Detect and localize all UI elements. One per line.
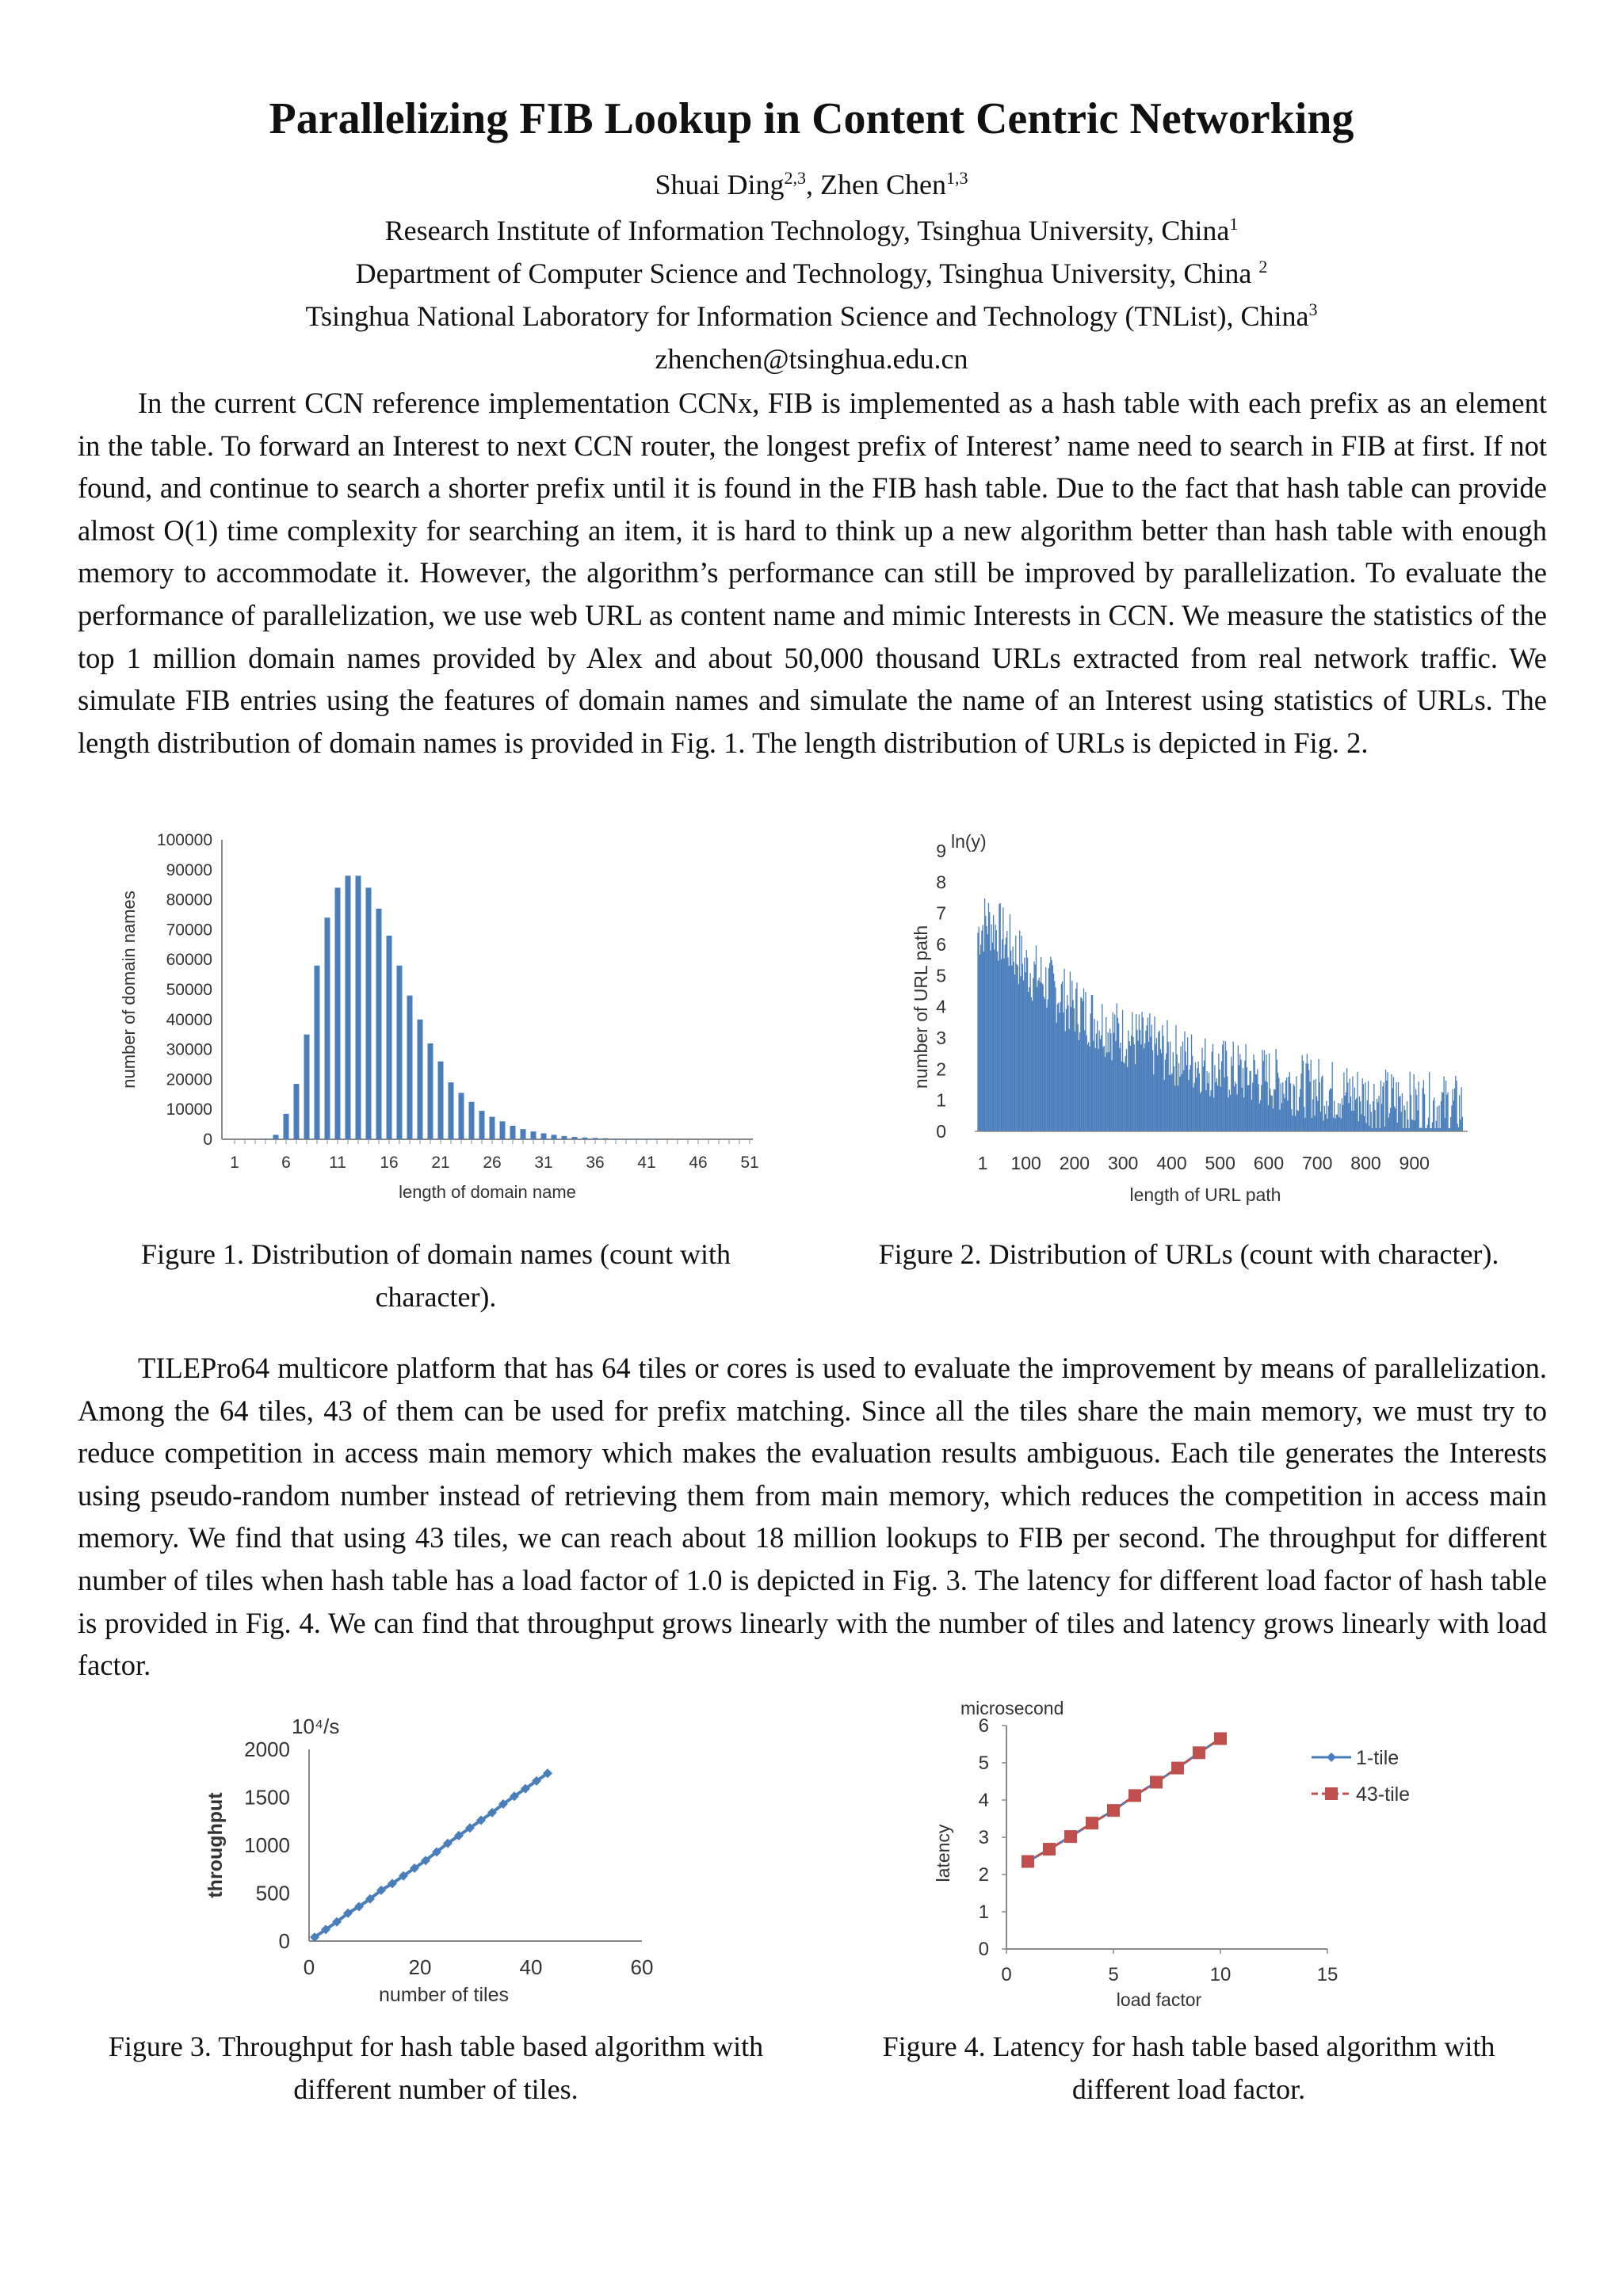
x-tick-label: 51 [740, 1154, 759, 1172]
data-point-43-tile [1043, 1843, 1056, 1855]
x-tick-label: 500 [1205, 1153, 1235, 1173]
bar [315, 966, 320, 1139]
data-point-43-tile [1193, 1746, 1205, 1759]
y-axis-title: latency [933, 1824, 953, 1882]
y-tick-label: 8 [936, 871, 946, 893]
legend-marker-1-tile [1327, 1753, 1336, 1762]
bar [562, 1136, 567, 1139]
data-point-43-tile [1171, 1762, 1184, 1775]
figure-4-line-chart [927, 1688, 1466, 2020]
affiliation-mark: 2 [1258, 257, 1268, 277]
y-tick-label: 0 [978, 1939, 989, 1960]
x-tick-label: 60 [630, 1955, 654, 1979]
bar [356, 875, 361, 1139]
bar [418, 1020, 423, 1139]
y-tick-label: 2 [978, 1864, 989, 1886]
bar [273, 1135, 279, 1139]
affiliation-text: Tsinghua National Laboratory for Information Science and Technology (TNList), China [305, 300, 1309, 332]
author-line: Shuai Ding$^{2,3}$, Zhen Chen$^{1,3}$ [655, 168, 968, 200]
y-tick-label: 10000 [166, 1100, 212, 1119]
figure-2-bar-chart [903, 824, 1490, 1220]
y-unit-label: 10⁴/s [292, 1714, 340, 1738]
bar [613, 1138, 619, 1139]
x-tick-label: 700 [1302, 1153, 1333, 1173]
bar [284, 1114, 289, 1139]
x-tick-label: 300 [1107, 1153, 1139, 1173]
x-tick-label: 1 [977, 1153, 988, 1173]
affiliation-line [0, 214, 1623, 247]
bar [521, 1129, 526, 1139]
y-tick-label: 100000 [156, 831, 212, 849]
author-affiliation-mark: 2,3 [784, 168, 807, 188]
y-tick-label: 80000 [166, 891, 212, 910]
x-tick-label: 11 [329, 1154, 346, 1172]
bar [531, 1131, 537, 1139]
bar [428, 1043, 433, 1139]
y-tick-label: 3 [936, 1028, 946, 1048]
bar [459, 1093, 464, 1139]
bar [407, 996, 413, 1139]
y-tick-label: 4 [978, 1790, 989, 1811]
y-tick-label: 60000 [166, 951, 212, 970]
y-tick-label: 1 [978, 1901, 989, 1923]
x-axis-title: load factor [1116, 1989, 1202, 2010]
x-tick-label: 40 [519, 1955, 543, 1979]
x-tick-label: 100 [1010, 1153, 1041, 1173]
legend-marker-43-tile [1325, 1787, 1338, 1800]
bar [397, 966, 403, 1139]
y-tick-label: 5 [936, 965, 946, 986]
affiliation-mark: 1 [1229, 214, 1239, 234]
x-tick-label: 41 [637, 1154, 656, 1172]
bar [376, 909, 382, 1139]
author-name: Zhen Chen [820, 169, 946, 200]
y-tick-label: 1 [936, 1089, 946, 1111]
y-tick-label: 5 [978, 1753, 989, 1774]
bar [346, 875, 351, 1139]
bar [387, 936, 392, 1139]
bar [624, 1138, 629, 1139]
y-tick-label: 0 [203, 1131, 212, 1149]
x-tick-label: 1 [230, 1154, 239, 1172]
y-tick-label: 90000 [166, 860, 212, 879]
x-tick-label: 0 [1001, 1964, 1012, 1985]
x-tick-label: 20 [408, 1955, 432, 1979]
y-axis-title: throughput [204, 1792, 227, 1898]
x-tick-label: 36 [586, 1154, 605, 1172]
bar [490, 1117, 495, 1139]
bar [469, 1102, 475, 1139]
data-point-43-tile [1128, 1789, 1141, 1802]
affiliation-line [0, 257, 1623, 290]
x-tick-label: 800 [1350, 1153, 1381, 1173]
email-address[interactable]: zhenchen@tsinghua.edu.cn [655, 343, 968, 375]
y-tick-label: 2 [936, 1058, 946, 1080]
affiliation-mark: 3 [1308, 299, 1318, 319]
bar [335, 887, 341, 1139]
author-name: Shuai Ding [655, 169, 785, 200]
y-tick-label: 9 [936, 841, 946, 861]
bar [263, 1138, 269, 1139]
x-tick-label: 21 [431, 1154, 450, 1172]
series-line-1-tile [1028, 1738, 1220, 1861]
affiliation-line [0, 299, 1623, 333]
affiliation-text: Department of Computer Science and Technology, Tsinghua University, China [355, 257, 1252, 289]
y-tick-label: 1000 [244, 1833, 290, 1857]
figure-2-caption: Figure 2. Distribution of URLs (count with character). [878, 1238, 1499, 1270]
bar [510, 1126, 516, 1139]
x-tick-label: 15 [1316, 1964, 1338, 1985]
y-tick-label: 500 [255, 1881, 290, 1905]
figure-1-caption: Figure 1. Distribution of domain names (count with character). [141, 1238, 731, 1313]
data-point-43-tile [1086, 1817, 1098, 1829]
author-affiliation-mark: 1,3 [945, 168, 968, 188]
y-tick-label: 7 [936, 902, 946, 924]
y-tick-label: 4 [936, 996, 946, 1017]
bar [552, 1135, 557, 1139]
figure-3-caption: Figure 3. Throughput for hash table based algorithm with different number of tiles. [108, 2031, 764, 2105]
bar [438, 1062, 444, 1139]
paragraph-text: TILEPro64 multicore platform that has 64 tiles or cores is used to evaluate the improvement by means of parallelization. Among the 64 tiles, 43 of them can be used for prefix matching. Since all the tiles share the main memory, we must try to reduce competition in access main memory which makes the evaluation results ambiguous. Each tile generates the Interests using pseudo-random number instead of retrieving them from main memory, which reduces the competition in access main memory. We find that using 43 tiles, we can reach about 18 million lookups to FIB per second. The throughput for different number of tiles when hash table has a load factor of 1.0 is depicted in Fig. 3. The latency for different load factor of hash table is provided in Fig. 4. We can find that throughput grows linearly with the number of tiles and latency grows linearly with load factor. [78, 1352, 1547, 1682]
y-tick-label: 50000 [166, 981, 212, 999]
x-tick-label: 0 [303, 1955, 315, 1979]
y-tick-label: 70000 [166, 921, 212, 940]
y-tick-label: 6 [936, 934, 946, 955]
y-tick-label: 6 [978, 1715, 989, 1737]
y-tick-label: 40000 [166, 1010, 212, 1029]
y-axis-title: number of URL path [911, 925, 931, 1089]
bar [479, 1111, 485, 1139]
x-tick-label: 6 [281, 1154, 291, 1172]
x-tick-label: 400 [1156, 1153, 1187, 1173]
data-point-43-tile [1107, 1804, 1120, 1817]
y-unit-label: ln(y) [951, 831, 987, 852]
y-tick-label: 0 [936, 1121, 946, 1142]
affiliation-text: Research Institute of Information Technology, Tsinghua University, China [384, 215, 1230, 246]
bar [500, 1121, 506, 1139]
x-axis-title: number of tiles [379, 1984, 509, 2006]
body-paragraph-2 [78, 1347, 1547, 1687]
figure-1-bar-chart [119, 824, 792, 1220]
figure-4-caption: Figure 4. Latency for hash table based algorithm with different load factor. [882, 2031, 1495, 2105]
y-tick-label: 30000 [166, 1040, 212, 1059]
x-tick-label: 900 [1399, 1153, 1430, 1173]
x-tick-label: 10 [1209, 1964, 1232, 1985]
bar [572, 1137, 578, 1139]
y-tick-label: 3 [978, 1827, 989, 1848]
y-tick-label: 1500 [244, 1785, 290, 1810]
bar [541, 1133, 547, 1139]
x-tick-label: 200 [1059, 1153, 1090, 1173]
bar [294, 1084, 300, 1139]
bar [449, 1082, 454, 1139]
paragraph-text: In the current CCN reference implementation CCNx, FIB is implemented as a hash table with each prefix as an element in the table. To forward an Interest to next CCN router, the longest prefix of Interest’ name need to search in FIB at first. If not found, and continue to search a shorter prefix until it is found in the FIB hash table. Due to the fact that hash table can provide almost O(1) time complexity for searching an item, it is hard to think up a new algorithm better than hash table with enough memory to accommodate it. However, the algorithm’s performance can still be improved by parallelization. To evaluate the performance of parallelization, we use web URL as content name and mimic Interests in CCN. We measure the statistics of the top 1 million domain names provided by Alex and about 50,000 thousand URLs extracted from real network traffic. We simulate FIB entries using the features of domain names and simulate the name of an Interest using statistics of URLs. The length distribution of domain names is provided in Fig. 1. The length distribution of URLs is depicted in Fig. 2. [78, 387, 1547, 759]
bar [603, 1138, 609, 1139]
y-tick-label: 0 [278, 1929, 290, 1953]
x-axis-title: length of URL path [1129, 1184, 1281, 1205]
x-tick-label: 5 [1108, 1964, 1119, 1985]
legend-label-43-tile: 43-tile [1356, 1783, 1411, 1806]
y-unit-label: microsecond [960, 1698, 1064, 1718]
y-tick-label: 20000 [166, 1070, 212, 1089]
figure-3-line-chart [198, 1703, 689, 2020]
body-paragraph-1 [78, 382, 1547, 764]
data-point-43-tile [1022, 1855, 1034, 1868]
bar [634, 1138, 640, 1139]
bar [304, 1035, 310, 1139]
y-tick-label: 2000 [244, 1737, 290, 1761]
x-tick-label: 31 [534, 1154, 553, 1172]
data-point-43-tile [1214, 1732, 1227, 1745]
y-axis-title: number of domain names [119, 891, 139, 1089]
paper-title: Parallelizing FIB Lookup in Content Centric Networking [269, 94, 1354, 143]
bar [582, 1138, 588, 1139]
legend-label-1-tile: 1-tile [1356, 1747, 1400, 1769]
x-tick-label: 46 [689, 1154, 708, 1172]
bar [325, 917, 330, 1139]
bar [593, 1138, 598, 1139]
data-point-43-tile [1064, 1830, 1077, 1843]
x-tick-label: 600 [1253, 1153, 1285, 1173]
data-point-43-tile [1150, 1775, 1163, 1788]
x-axis-title: length of domain name [399, 1182, 576, 1202]
x-tick-label: 26 [483, 1154, 502, 1172]
x-tick-label: 16 [380, 1154, 399, 1172]
bar [366, 887, 372, 1139]
